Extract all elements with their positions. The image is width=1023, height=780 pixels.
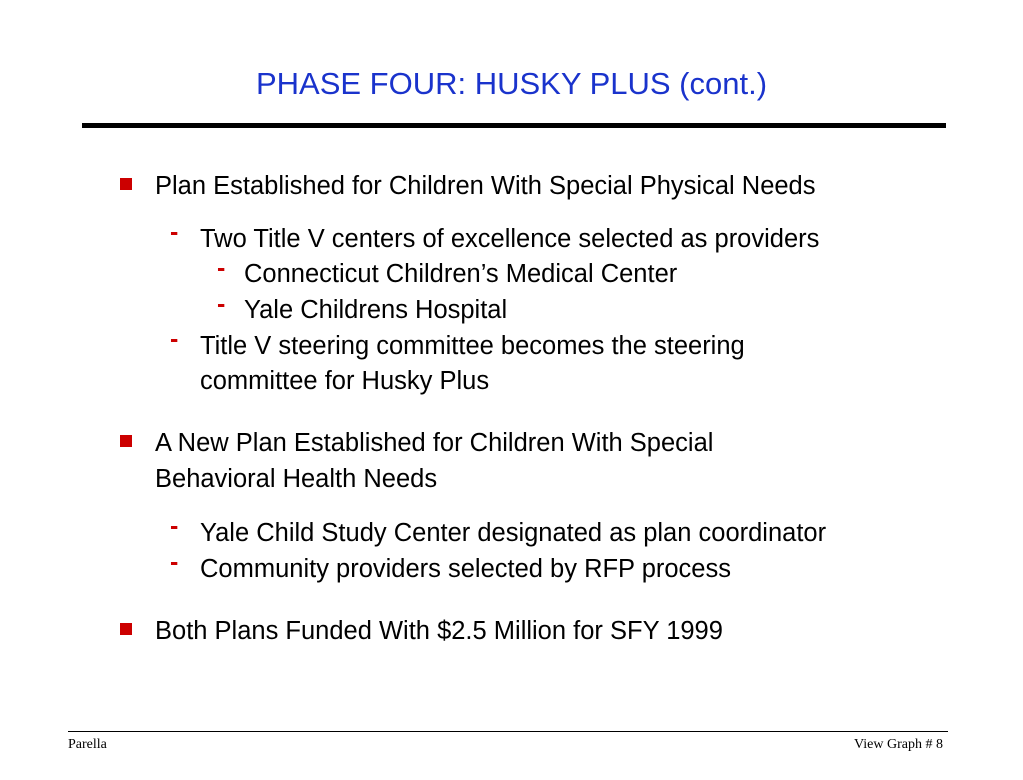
footer-page-label: View Graph # 8 [854,737,943,752]
bullet-1-sub-1-item-1-text: Connecticut Children’s Medical Center [244,260,678,288]
footer-author: Parella [68,737,107,752]
bullet-1-text: Plan Established for Children With Special Physical Needs [155,172,816,200]
dash-icon: - [170,218,179,246]
title-divider [82,123,946,128]
dash-icon: - [170,512,179,540]
bullet-1-sub-1-text: Two Title V centers of excellence selected as providers [200,225,820,253]
bullet-2-sub-1-text: Yale Child Study Center designated as plan coordinator [200,519,827,547]
bullet-3-text: Both Plans Funded With $2.5 Million for SFY 1999 [155,617,723,645]
bullet-1-sub-2-text-line-1: Title V steering committee becomes the steering [200,332,745,360]
bullet-2-text-line-2: Behavioral Health Needs [155,465,438,493]
slide-title: PHASE FOUR: HUSKY PLUS (cont.) [255,66,768,101]
bullet-2-sub-2-text: Community providers selected by RFP process [200,555,731,583]
dash-icon: - [217,290,226,318]
footer-divider [68,731,948,732]
bullet-1-sub-2-text-line-2: committee for Husky Plus [200,367,490,395]
bullet-square-icon [120,178,132,190]
bullet-square-icon [120,623,132,635]
bullet-1-sub-1-item-2-text: Yale Childrens Hospital [244,296,508,324]
dash-icon: - [170,325,179,353]
bullet-2-text-line-1: A New Plan Established for Children With Special [155,429,714,457]
dash-icon: - [217,254,226,282]
dash-icon: - [170,548,179,576]
bullet-square-icon [120,435,132,447]
